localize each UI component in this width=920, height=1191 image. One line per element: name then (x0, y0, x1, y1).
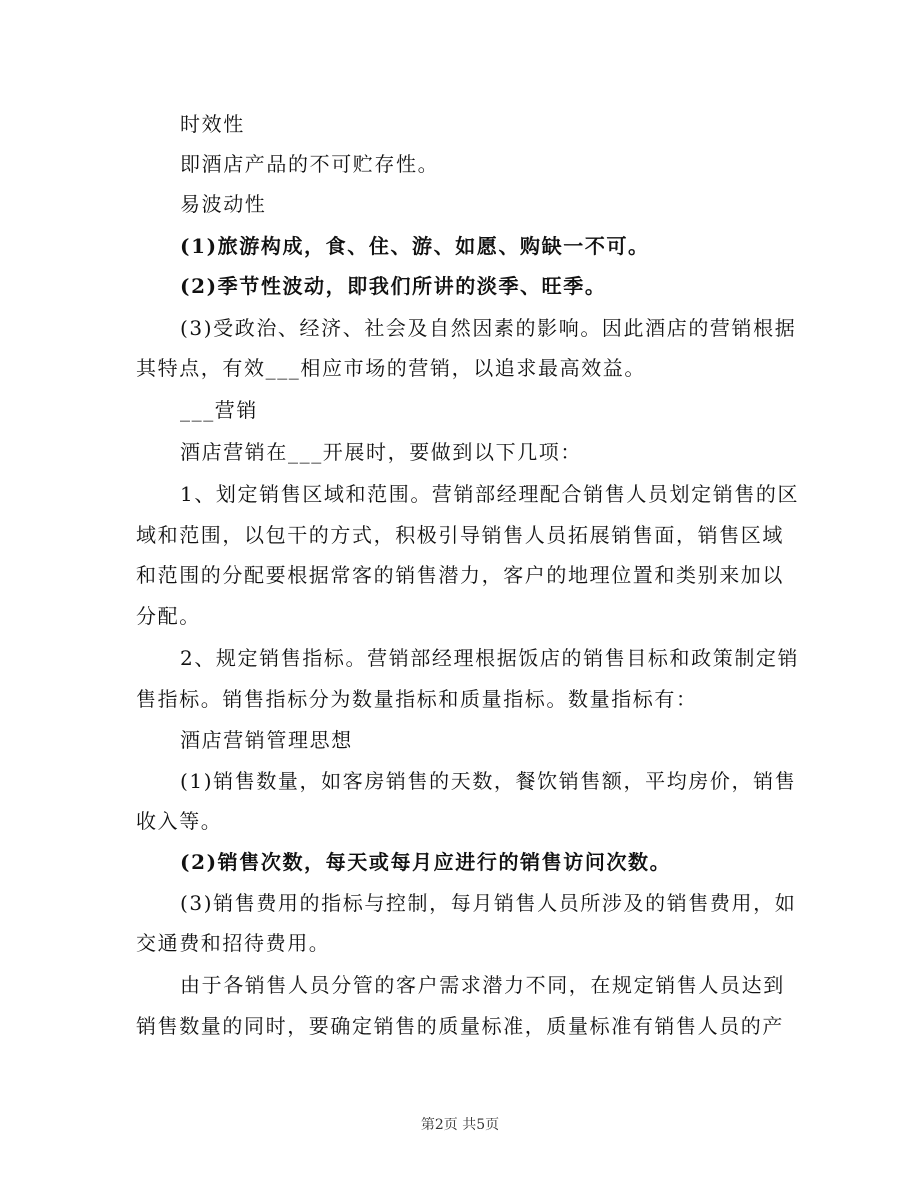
text-line: 酒店营销管理思想 (180, 728, 353, 752)
text-line: 易波动性 (180, 192, 267, 216)
text-line: 1、划定销售区域和范围。营销部经理配合销售人员划定销售的区 (180, 482, 800, 506)
text-line: 酒店营销在___开展时，要做到以下几项： (180, 440, 582, 464)
text-line-bold: (2)季节性波动，即我们所讲的淡季、旺季。 (180, 274, 607, 298)
text-line-bold: (2)销售次数，每天或每月应进行的销售访问次数。 (180, 850, 672, 874)
text-line: 收入等。 (136, 809, 223, 833)
text-line: 交通费和招待费用。 (136, 931, 331, 955)
text-line: 和范围的分配要根据常客的销售潜力，客户的地理位置和类别来加以 (136, 563, 784, 587)
page-number: 第2页 共5页 (420, 1117, 500, 1133)
text-line: 由于各销售人员分管的客户需求潜力不同，在规定销售人员达到 (180, 973, 785, 997)
text-line: (1)销售数量，如客房销售的天数，餐饮销售额，平均房价，销售 (180, 769, 797, 793)
text-line: 销售数量的同时，要确定销售的质量标准，质量标准有销售人员的产 (136, 1014, 784, 1038)
text-line: 2、规定销售指标。营销部经理根据饭店的销售目标和政策制定销 (180, 646, 800, 670)
text-line: 分配。 (136, 604, 201, 628)
text-line: 即酒店产品的不可贮存性。 (180, 152, 440, 176)
text-line: 其特点，有效___相应市场的营销，以追求最高效益。 (136, 356, 646, 380)
text-line-bold: (1)旅游构成，食、住、游、如愿、购缺一不可。 (180, 234, 650, 258)
text-line: ___营销 (180, 398, 258, 422)
text-line: 域和范围，以包干的方式，积极引导销售人员拓展销售面，销售区域 (136, 523, 784, 547)
text-line: (3)受政治、经济、社会及自然因素的影响。因此酒店的营销根据 (180, 316, 797, 340)
text-line: 时效性 (180, 112, 245, 136)
text-line: (3)销售费用的指标与控制，每月销售人员所涉及的销售费用，如 (180, 891, 797, 915)
text-line: 售指标。销售指标分为数量指标和质量指标。数量指标有： (136, 687, 698, 711)
